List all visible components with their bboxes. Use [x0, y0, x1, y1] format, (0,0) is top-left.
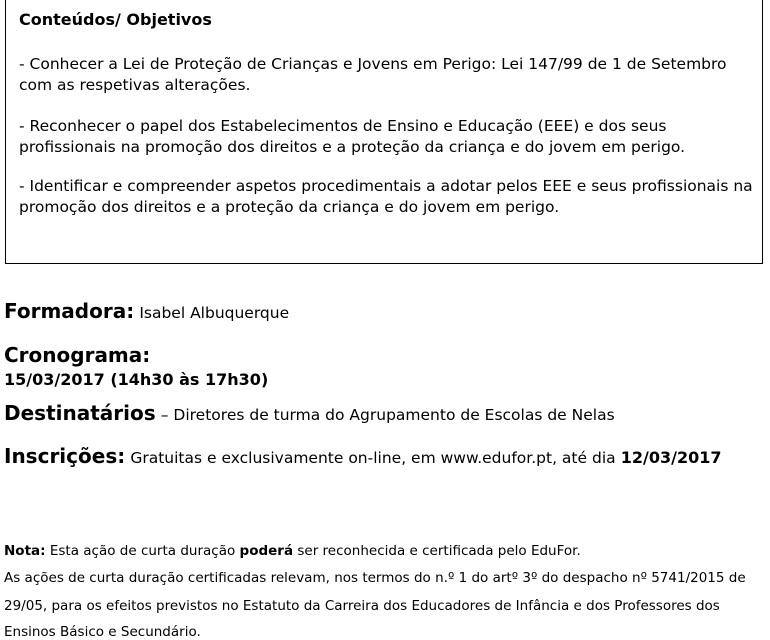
note-text-bold: poderá: [239, 543, 294, 559]
note-line: Ensinos Básico e Secundário.: [4, 624, 201, 640]
objective-item: - Reconhecer o papel dos Estabelecimentos de Ensino e Educação (EEE) e dos seus profissionais na promoção dos direitos e a proteção da criança e do jovem em perigo.: [19, 117, 686, 156]
box-title: Conteúdos/ Objetivos: [19, 10, 212, 29]
note-text-b: ser reconhecida e certificada pelo EduFor.: [297, 543, 581, 559]
cronograma-value: 15/03/2017 (14h30 às 17h30): [4, 370, 269, 389]
inscricoes-label: Inscrições:: [4, 444, 126, 468]
note-line: 29/05, para os efeitos previstos no Estatuto da Carreira dos Educadores de Infância e dos Professores dos: [4, 598, 720, 614]
objective-item: - Conhecer a Lei de Proteção de Crianças e Jovens em Perigo: Lei 147/99 de 1 de Setembro com as respetivas alterações.: [19, 55, 727, 94]
cronograma-row: [4, 343, 150, 367]
formadora-row: [4, 299, 289, 323]
destinatarios-row: [4, 401, 615, 425]
inscricoes-date: 12/03/2017: [620, 448, 722, 467]
cronograma-date-row: [4, 370, 268, 389]
formadora-value: Isabel Albuquerque: [139, 304, 290, 322]
cronograma-label: Cronograma:: [4, 343, 151, 367]
inscricoes-value: Gratuitas e exclusivamente on-line, em www.edufor.pt, até dia: [130, 449, 616, 467]
objectives-box: [5, 0, 763, 264]
inscricoes-row: [4, 444, 721, 468]
note-line: [4, 543, 581, 559]
note-text-a: Esta ação de curta duração: [49, 543, 236, 559]
destinatarios-value: – Diretores de turma do Agrupamento de Escolas de Nelas: [160, 406, 615, 424]
objective-item: - Identificar e compreender aspetos procedimentais a adotar pelos EEE e seus profissionais na promoção dos direitos e a proteção da criança e do jovem em perigo.: [19, 177, 753, 216]
formadora-label: Formadora:: [4, 299, 135, 323]
note-label: Nota:: [4, 543, 46, 559]
note-line: As ações de curta duração certificadas relevam, nos termos do n.º 1 do artº 3º do despacho nº 5741/2015 de: [4, 570, 746, 586]
destinatarios-label: Destinatários: [4, 401, 156, 425]
